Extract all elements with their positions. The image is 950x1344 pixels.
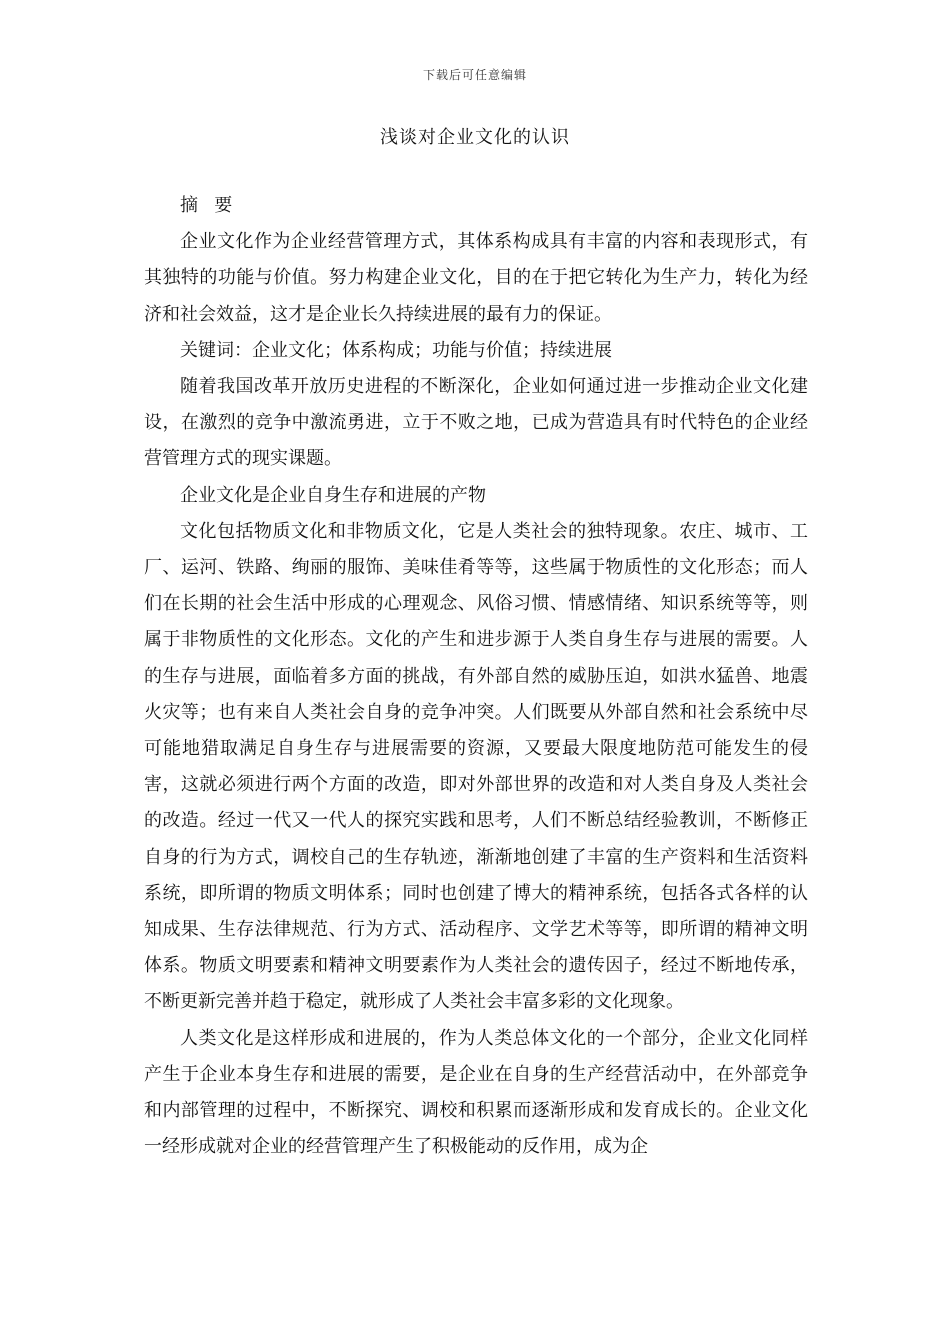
document-body xyxy=(144,188,808,1165)
header-note: 下载后可任意编辑 xyxy=(422,68,527,82)
abstract-heading: 摘要 xyxy=(180,195,249,216)
section-heading: 企业文化是企业自身生存和进展的产物 xyxy=(180,484,486,506)
keywords-line: 关键词：企业文化；体系构成；功能与价值；持续进展 xyxy=(180,339,612,361)
body-paragraph: 人类文化是这样形成和进展的，作为人类总体文化的一个部分，企业文化同样产生于企业本身生存和进展的需要，是企业在自身的生产经营活动中，在外部竞争和内部管理的过程中，不断探究、调校和积累而逐渐形成和发育成长的。企业文化一经形成就对企业的经营管理产生了积极能动的反作用，成为企 xyxy=(144,1027,808,1158)
abstract-paragraph: 企业文化作为企业经营管理方式，其体系构成具有丰富的内容和表现形式，有其独特的功能与价值。努力构建企业文化，目的在于把它转化为生产力，转化为经济和社会效益，这才是企业长久持续进展的最有力的保证。 xyxy=(144,231,808,325)
document-title: 浅谈对企业文化的认识 xyxy=(380,127,570,148)
body-paragraph: 文化包括物质文化和非物质文化，它是人类社会的独特现象。农庄、城市、工厂、运河、铁路、绚丽的服饰、美味佳肴等等，这些属于物质性的文化形态；而人们在长期的社会生活中形成的心理观念、风俗习惯、情感情绪、知识系统等等，则属于非物质性的文化形态。文化的产生和进步源于人类自身生存与进展的需要。人的生存与进展，面临着多方面的挑战，有外部自然的威胁压迫，如洪水猛兽、地震火灾等；也有来自人类社会自身的竞争冲突。人们既要从外部自然和社会系统中尽可能地猎取满足自身生存与进展需要的资源，又要最大限度地防范可能发生的侵害，这就必须进行两个方面的改造，即对外部世界的改造和对人类自身及人类社会的改造。经过一代又一代人的探究实践和思考，人们不断总结经验教训，不断修正自身的行为方式，调校自己的生存轨迹，渐渐地创建了丰富的生产资料和生活资料系统，即所谓的物质文明体系；同时也创建了博大的精神系统，包括各式各样的认知成果、生存法律规范、行为方式、活动程序、文学艺术等等，即所谓的精神文明体系。物质文明要素和精神文明要素作为人类社会的遗传因子，经过不断地传承，不断更新完善并趋于稳定，就形成了人类社会丰富多彩的文化现象。 xyxy=(144,520,808,1013)
intro-paragraph: 随着我国改革开放历史进程的不断深化，企业如何通过进一步推动企业文化建设，在激烈的竞争中激流勇进，立于不败之地，已成为营造具有时代特色的企业经营管理方式的现实课题。 xyxy=(144,376,808,470)
